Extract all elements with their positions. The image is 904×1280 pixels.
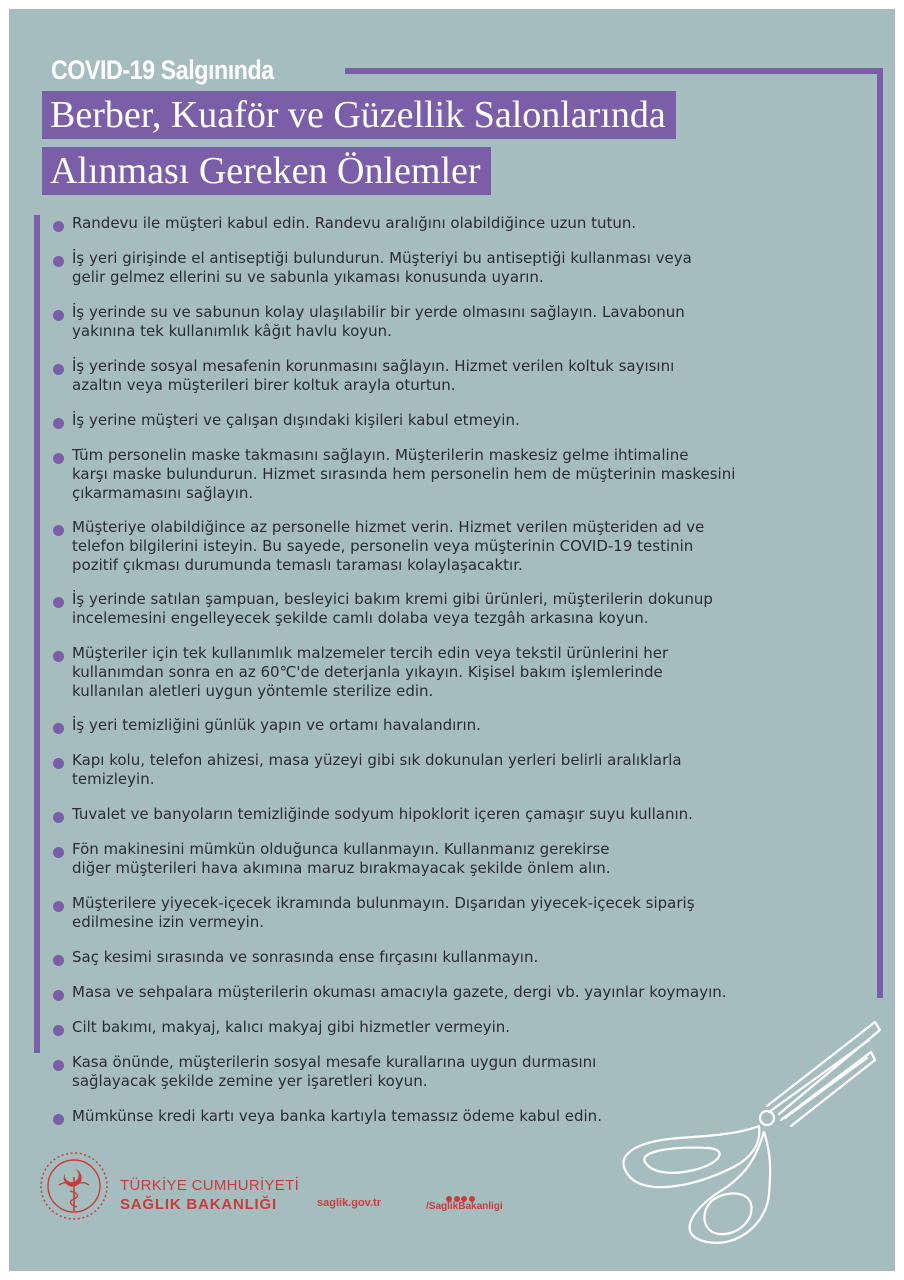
list-item-line: İş yerinde satılan şampuan, besleyici bakım kremi gibi ürünleri, müşterilerin dokunup — [72, 590, 713, 608]
bullet-icon — [53, 221, 64, 232]
list-item-line: Tuvalet ve banyoların temizliğinde sodyum hipoklorit içeren çamaşır suyu kullanın. — [72, 805, 693, 823]
list-item — [53, 751, 843, 789]
list-item-text — [72, 214, 843, 233]
list-item — [53, 518, 843, 575]
bullet-icon — [53, 597, 64, 608]
list-item-line: Müşteriye olabildiğince az personelle hizmet verin. Hizmet verilen müşteriden ad ve — [72, 518, 705, 536]
ministry-emblem-icon — [39, 1151, 109, 1221]
list-item — [53, 357, 843, 395]
list-item-line: incelemesini engelleyecek şekilde camlı dolaba veya tezgâh arkasına koyun. — [72, 609, 649, 627]
list-item-text — [72, 716, 843, 735]
list-item-line: İş yerinde su ve sabunun kolay ulaşılabilir bir yerde olmasını sağlayın. Lavabonun — [72, 303, 685, 321]
bullet-icon — [53, 955, 64, 966]
list-item — [53, 411, 843, 430]
list-item-line: Mümkünse kredi kartı veya banka kartıyla temassız ödeme kabul edin. — [72, 1107, 602, 1125]
bullet-icon — [53, 723, 64, 734]
list-item — [53, 894, 843, 932]
list-item-line: kullanılan aletleri uygun yöntemle sterilize edin. — [72, 682, 434, 700]
list-item-line: Cilt bakımı, makyaj, kalıcı makyaj gibi hizmetler vermeyin. — [72, 1018, 511, 1036]
list-item-line: gelir gelmez ellerini su ve sabunla yıkaması konusunda uyarın. — [72, 268, 544, 286]
list-item-line: Saç kesimi sırasında ve sonrasında ense fırçasını kullanmayın. — [72, 948, 539, 966]
list-item — [53, 446, 843, 503]
list-item-text — [72, 446, 843, 503]
list-item-text — [72, 644, 843, 701]
list-item-line: karşı maske bulundurun. Hizmet sırasında hem personelin hem de müşterinin maskesini — [72, 465, 736, 483]
social-handle[interactable]: /SaglikBakanligi — [426, 1201, 503, 1212]
list-item — [53, 214, 843, 233]
list-item-line: sağlayacak şekilde zemine yer işaretleri koyun. — [72, 1072, 428, 1090]
bullet-icon — [53, 418, 64, 429]
bullet-icon — [53, 256, 64, 267]
bullet-icon — [53, 525, 64, 536]
list-item-line: Müşteriler için tek kullanımlık malzemeler tercih edin veya tekstil ürünlerini her — [72, 644, 669, 662]
list-item — [53, 805, 843, 824]
bullet-icon — [53, 651, 64, 662]
list-item-line: Masa ve sehpalara müşterilerin okuması amacıyla gazete, dergi vb. yayınlar koymayın. — [72, 983, 727, 1001]
poster — [9, 9, 895, 1271]
list-item-text — [72, 894, 843, 932]
list-item-line: Tüm personelin maske takmasını sağlayın. Müşterilerin maskesiz gelme ihtimaline — [72, 446, 689, 464]
bullet-icon — [53, 453, 64, 464]
list-item — [53, 983, 843, 1002]
list-item-text — [72, 751, 843, 789]
bullet-icon — [53, 758, 64, 769]
list-item-line: temizleyin. — [72, 770, 155, 788]
list-item-line: Kapı kolu, telefon ahizesi, masa yüzeyi gibi sık dokunulan yerleri belirli aralıklarla — [72, 751, 682, 769]
list-item-text — [72, 590, 843, 628]
ministry-name-line-2: SAĞLIK BAKANLIĞI — [120, 1196, 277, 1213]
list-item-line: yakınına tek kullanımlık kâğıt havlu koyun. — [72, 322, 392, 340]
bullet-icon — [53, 990, 64, 1001]
list-item — [53, 948, 843, 967]
list-item-line: telefon bilgilerini isteyin. Bu sayede, personelin veya müşterinin COVID-19 testinin — [72, 537, 694, 555]
list-item-text — [72, 411, 843, 430]
social-icons — [446, 1187, 476, 1195]
footer — [9, 1149, 895, 1259]
list-item-line: Kasa önünde, müşterilerin sosyal mesafe kurallarına uygun durmasını — [72, 1053, 597, 1071]
list-item-line: İş yeri girişinde el antiseptiği bulundurun. Müşteriyi bu antiseptiği kullanması veya — [72, 249, 692, 267]
list-item-line: Fön makinesini mümkün olduğunca kullanmayın. Kullanmanız gerekirse — [72, 840, 610, 858]
bullet-icon — [53, 1060, 64, 1071]
list-item-line: İş yerine müşteri ve çalışan dışındaki kişileri kabul etmeyin. — [72, 411, 520, 429]
list-item-text — [72, 303, 843, 341]
bullet-icon — [53, 847, 64, 858]
bullet-icon — [53, 901, 64, 912]
list-item-line: azaltın veya müşterileri birer koltuk arayla oturtun. — [72, 376, 456, 394]
ministry-name-line-1: TÜRKİYE CUMHURİYETİ — [120, 1177, 300, 1194]
website-link[interactable]: saglik.gov.tr — [317, 1197, 381, 1209]
list-item-line: pozitif çıkması durumunda temaslı taraması kolaylaşacaktır. — [72, 556, 523, 574]
list-item — [53, 716, 843, 735]
list-item — [53, 644, 843, 701]
list-item — [53, 840, 843, 878]
list-item-line: Müşterilere yiyecek-içecek ikramında bulunmayın. Dışarıdan yiyecek-içecek sipariş — [72, 894, 695, 912]
list-item — [53, 303, 843, 341]
bullet-icon — [53, 1114, 64, 1125]
list-item-text — [72, 249, 843, 287]
list-item-line: edilmesine izin vermeyin. — [72, 913, 265, 931]
bullet-icon — [53, 310, 64, 321]
bullet-icon — [53, 1025, 64, 1036]
list-item-line: Randevu ile müşteri kabul edin. Randevu aralığını olabildiğince uzun tutun. — [72, 214, 637, 232]
list-item-text — [72, 357, 843, 395]
list-item-line: çıkarmamasını sağlayın. — [72, 484, 254, 502]
page-title-line-2: Alınması Gereken Önlemler — [42, 147, 491, 195]
list-item-text — [72, 948, 843, 967]
list-item — [53, 590, 843, 628]
list-item-line: İş yerinde sosyal mesafenin korunmasını sağlayın. Hizmet verilen koltuk sayısını — [72, 357, 675, 375]
list-item-text — [72, 805, 843, 824]
header-kicker: COVID-19 Salgınında — [51, 55, 274, 85]
bullet-icon — [53, 364, 64, 375]
bullet-icon — [53, 812, 64, 823]
page-title-line-1: Berber, Kuaför ve Güzellik Salonlarında — [42, 91, 676, 139]
list-item-line: diğer müşterileri hava akımına maruz bırakmayacak şekilde önlem alın. — [72, 859, 611, 877]
list-item-line: İş yeri temizliğini günlük yapın ve ortamı havalandırın. — [72, 716, 481, 734]
list-item — [53, 249, 843, 287]
list-item-text — [72, 840, 843, 878]
list-item-line: kullanımdan sonra en az 60℃'de deterjanla yıkayın. Kişisel bakım işlemlerinde — [72, 663, 663, 681]
list-item-text — [72, 983, 843, 1002]
list-item-text — [72, 518, 843, 575]
